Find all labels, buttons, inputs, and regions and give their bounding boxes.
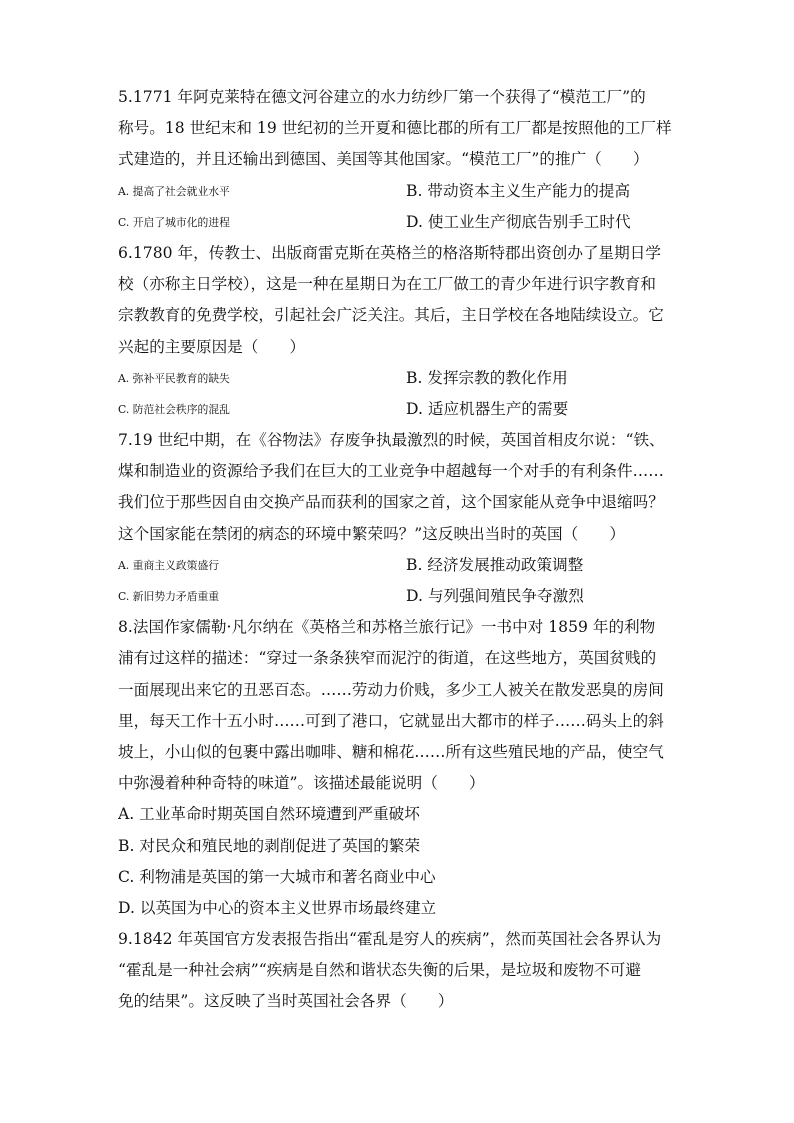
question-6-options-row-2 (118, 394, 682, 425)
question-5-options-row-2 (118, 207, 682, 238)
question-6-stem-line-2: 校（亦称主日学校），这是一种在星期日为在工厂做工的青少年进行识字教育和 (118, 275, 656, 294)
question-7-options-row-2 (118, 581, 682, 612)
question-6-option-b[interactable]: B. 发挥宗教的教化作用 (406, 368, 568, 387)
question-9-stem-line-1: 9.1842 年英国官方发表报告指出“霍乱是穷人的疾病”，然而英国社会各界认为 (118, 930, 662, 949)
question-6-option-d[interactable]: D. 适应机器生产的需要 (406, 399, 569, 418)
question-7-stem-line-3: 我们位于那些因自由交换产品而获利的国家之首，这个国家能从竞争中退缩吗？ (118, 493, 664, 512)
question-8-stem-line-1: 8.法国作家儒勒·凡尔纳在《英格兰和苏格兰旅行记》一书中对 1859 年的利物 (118, 618, 656, 637)
question-6-options-row-1 (118, 363, 682, 394)
question-5-options-row-1 (118, 176, 682, 207)
question-8-option-a[interactable]: A. 工业革命时期英国自然环境遭到严重破坏 (118, 805, 420, 824)
question-8-stem-line-2: 浦有过这样的描述：“穿过一条条狭窄而泥泞的街道，在这些地方，英国贫贱的 (118, 649, 657, 668)
question-8-stem-line-5: 坡上，小山似的包裹中露出咖啡、糖和棉花……所有这些殖民地的产品，使空气 (118, 742, 664, 761)
question-8-stem-line-6: 中弥漫着种种奇特的味道”。该描述最能说明（ ） (118, 774, 485, 793)
question-5-option-c[interactable]: C. 开启了城市化的进程 (118, 215, 230, 229)
question-6-option-a[interactable]: A. 弥补平民教育的缺失 (118, 371, 230, 385)
question-7 (118, 425, 682, 612)
question-list (118, 82, 682, 1018)
question-7-stem-line-4: 这个国家能在禁闭的病态的环境中繁荣吗？”这反映出当时的英国（ ） (118, 524, 625, 543)
question-7-stem-line-2: 煤和制造业的资源给予我们在巨大的工业竞争中超越每一个对手的有利条件…… (118, 462, 664, 481)
question-7-option-c[interactable]: C. 新旧势力矛盾重重 (118, 590, 220, 603)
question-5-stem-line-2: 称号。18 世纪末和 19 世纪初的兰开夏和德比郡的所有工厂都是按照他的工厂样 (118, 119, 672, 138)
question-9-stem-line-3: 免的结果”。这反映了当时英国社会各界（ ） (118, 992, 454, 1011)
question-8-option-b[interactable]: B. 对民众和殖民地的剥削促进了英国的繁荣 (118, 836, 421, 855)
question-5-option-d[interactable]: D. 使工业生产彻底告别手工时代 (406, 212, 631, 231)
question-9-stem-line-2: “霍乱是一种社会病”“疾病是自然和谐状态失衡的后果，是垃圾和废物不可避 (118, 961, 641, 980)
question-7-option-b[interactable]: B. 经济发展推动政策调整 (406, 555, 584, 574)
question-8-option-c[interactable]: C. 利物浦是英国的第一大城市和著名商业中心 (118, 867, 436, 886)
question-7-options-row-1 (118, 550, 682, 581)
question-5-stem-line-1: 5.1771 年阿克莱特在德文河谷建立的水力纺纱厂第一个获得了“模范工厂”的 (118, 88, 646, 106)
question-8-stem-line-4: 里，每天工作十五小时……可到了港口，它就显出大都市的样子……码头上的斜 (118, 711, 664, 730)
question-6-stem-line-4: 兴起的主要原因是（ ） (118, 337, 306, 356)
question-8 (118, 612, 682, 924)
question-6-option-c[interactable]: C. 防范社会秩序的混乱 (118, 402, 230, 416)
question-6-stem-line-3: 宗教教育的免费学校，引起社会广泛关注。其后，主日学校在各地陆续设立。它 (118, 306, 664, 325)
question-9 (118, 924, 682, 1018)
question-8-stem-line-3: 一面展现出来它的丑恶百态。……劳动力价贱，多少工人被关在散发恶臭的房间 (118, 680, 664, 699)
question-5-stem-line-3: 式建造的，并且还输出到德国、美国等其他国家。“模范工厂”的推广（ ） (118, 150, 649, 169)
question-5-option-a[interactable]: A. 提高了社会就业水平 (118, 184, 230, 198)
question-7-option-d[interactable]: D. 与列强间殖民争夺激烈 (406, 587, 584, 605)
question-7-option-a[interactable]: A. 重商主义政策盛行 (118, 558, 220, 572)
question-5 (118, 82, 682, 238)
question-8-option-d[interactable]: D. 以英国为中心的资本主义世界市场最终建立 (118, 898, 437, 917)
question-6-stem-line-1: 6.1780 年，传教士、出版商雷克斯在英格兰的格洛斯特郡出资创办了星期日学 (118, 243, 661, 262)
question-6 (118, 238, 682, 425)
question-5-option-b[interactable]: B. 带动资本主义生产能力的提高 (406, 181, 631, 200)
question-7-stem-line-1: 7.19 世纪中期，在《谷物法》存废争执最激烈的时候，英国首相皮尔说：“铁、 (118, 431, 665, 450)
